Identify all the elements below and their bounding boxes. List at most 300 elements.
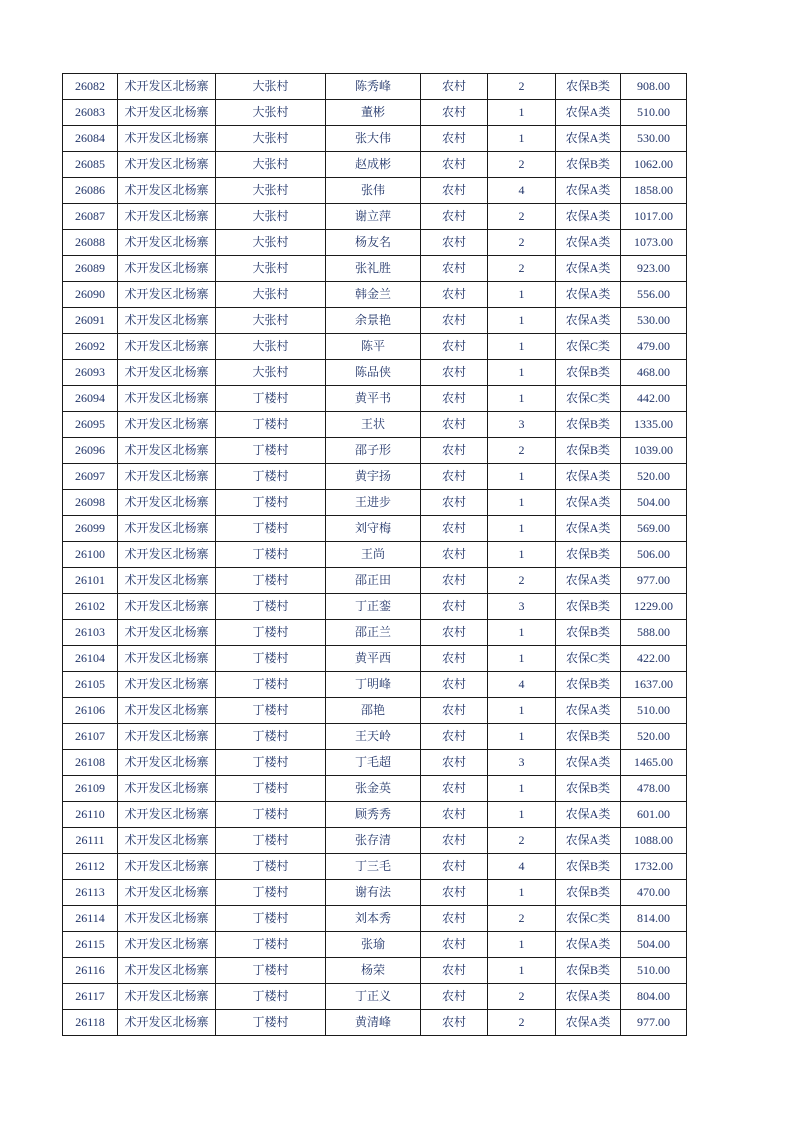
cell-residence: 农村 xyxy=(421,204,488,230)
cell-category: 农保A类 xyxy=(556,1010,621,1036)
table-row xyxy=(63,724,687,750)
cell-category: 农保A类 xyxy=(556,100,621,126)
cell-district: 术开发区北杨寨 xyxy=(118,854,216,880)
cell-residence: 农村 xyxy=(421,646,488,672)
cell-category: 农保A类 xyxy=(556,568,621,594)
cell-district: 术开发区北杨寨 xyxy=(118,334,216,360)
cell-category: 农保B类 xyxy=(556,594,621,620)
cell-id: 26118 xyxy=(63,1010,118,1036)
cell-category: 农保C类 xyxy=(556,906,621,932)
cell-name: 谢立萍 xyxy=(326,204,421,230)
cell-village: 丁楼村 xyxy=(216,854,326,880)
table-row xyxy=(63,620,687,646)
cell-persons: 3 xyxy=(488,412,556,438)
cell-village: 大张村 xyxy=(216,126,326,152)
cell-persons: 1 xyxy=(488,880,556,906)
table-row xyxy=(63,126,687,152)
cell-persons: 1 xyxy=(488,308,556,334)
cell-name: 刘守梅 xyxy=(326,516,421,542)
cell-id: 26092 xyxy=(63,334,118,360)
cell-district: 术开发区北杨寨 xyxy=(118,802,216,828)
cell-village: 大张村 xyxy=(216,178,326,204)
cell-name: 韩金兰 xyxy=(326,282,421,308)
cell-district: 术开发区北杨寨 xyxy=(118,568,216,594)
cell-amount: 478.00 xyxy=(621,776,687,802)
cell-category: 农保A类 xyxy=(556,126,621,152)
cell-name: 王进步 xyxy=(326,490,421,516)
cell-name: 赵成彬 xyxy=(326,152,421,178)
cell-name: 陈秀峰 xyxy=(326,74,421,100)
cell-village: 丁楼村 xyxy=(216,958,326,984)
cell-village: 丁楼村 xyxy=(216,698,326,724)
cell-residence: 农村 xyxy=(421,100,488,126)
cell-name: 顾秀秀 xyxy=(326,802,421,828)
cell-residence: 农村 xyxy=(421,74,488,100)
cell-residence: 农村 xyxy=(421,932,488,958)
cell-persons: 1 xyxy=(488,958,556,984)
cell-id: 26107 xyxy=(63,724,118,750)
table-row xyxy=(63,672,687,698)
cell-persons: 1 xyxy=(488,282,556,308)
cell-residence: 农村 xyxy=(421,984,488,1010)
cell-category: 农保B类 xyxy=(556,958,621,984)
cell-village: 丁楼村 xyxy=(216,802,326,828)
cell-residence: 农村 xyxy=(421,750,488,776)
cell-amount: 506.00 xyxy=(621,542,687,568)
cell-category: 农保B类 xyxy=(556,542,621,568)
cell-category: 农保B类 xyxy=(556,438,621,464)
cell-id: 26100 xyxy=(63,542,118,568)
cell-district: 术开发区北杨寨 xyxy=(118,620,216,646)
cell-district: 术开发区北杨寨 xyxy=(118,204,216,230)
cell-amount: 556.00 xyxy=(621,282,687,308)
table-row xyxy=(63,256,687,282)
cell-residence: 农村 xyxy=(421,230,488,256)
cell-residence: 农村 xyxy=(421,724,488,750)
cell-amount: 1637.00 xyxy=(621,672,687,698)
cell-village: 大张村 xyxy=(216,334,326,360)
table-row xyxy=(63,516,687,542)
cell-residence: 农村 xyxy=(421,256,488,282)
cell-district: 术开发区北杨寨 xyxy=(118,958,216,984)
cell-persons: 1 xyxy=(488,386,556,412)
cell-id: 26099 xyxy=(63,516,118,542)
cell-district: 术开发区北杨寨 xyxy=(118,880,216,906)
cell-id: 26101 xyxy=(63,568,118,594)
cell-amount: 520.00 xyxy=(621,464,687,490)
cell-persons: 2 xyxy=(488,74,556,100)
cell-name: 谢有法 xyxy=(326,880,421,906)
cell-residence: 农村 xyxy=(421,854,488,880)
cell-name: 张伟 xyxy=(326,178,421,204)
cell-name: 王状 xyxy=(326,412,421,438)
cell-village: 丁楼村 xyxy=(216,568,326,594)
cell-id: 26112 xyxy=(63,854,118,880)
cell-name: 丁正銮 xyxy=(326,594,421,620)
cell-amount: 504.00 xyxy=(621,932,687,958)
table-row xyxy=(63,854,687,880)
cell-amount: 977.00 xyxy=(621,568,687,594)
cell-name: 张瑜 xyxy=(326,932,421,958)
cell-persons: 1 xyxy=(488,932,556,958)
cell-name: 王天岭 xyxy=(326,724,421,750)
cell-residence: 农村 xyxy=(421,906,488,932)
table-row xyxy=(63,568,687,594)
cell-persons: 1 xyxy=(488,334,556,360)
cell-id: 26090 xyxy=(63,282,118,308)
cell-category: 农保B类 xyxy=(556,672,621,698)
cell-persons: 1 xyxy=(488,620,556,646)
table-row xyxy=(63,152,687,178)
table-row xyxy=(63,178,687,204)
cell-residence: 农村 xyxy=(421,412,488,438)
cell-id: 26104 xyxy=(63,646,118,672)
cell-village: 大张村 xyxy=(216,308,326,334)
cell-village: 大张村 xyxy=(216,100,326,126)
cell-residence: 农村 xyxy=(421,308,488,334)
cell-residence: 农村 xyxy=(421,464,488,490)
cell-persons: 1 xyxy=(488,126,556,152)
cell-village: 丁楼村 xyxy=(216,620,326,646)
table-row xyxy=(63,438,687,464)
cell-id: 26087 xyxy=(63,204,118,230)
cell-village: 丁楼村 xyxy=(216,490,326,516)
table-row xyxy=(63,282,687,308)
cell-persons: 1 xyxy=(488,100,556,126)
cell-category: 农保B类 xyxy=(556,620,621,646)
cell-id: 26093 xyxy=(63,360,118,386)
cell-amount: 804.00 xyxy=(621,984,687,1010)
cell-village: 大张村 xyxy=(216,74,326,100)
cell-district: 术开发区北杨寨 xyxy=(118,256,216,282)
cell-name: 黄宇扬 xyxy=(326,464,421,490)
cell-district: 术开发区北杨寨 xyxy=(118,490,216,516)
cell-id: 26106 xyxy=(63,698,118,724)
cell-amount: 923.00 xyxy=(621,256,687,282)
cell-persons: 3 xyxy=(488,594,556,620)
cell-persons: 2 xyxy=(488,1010,556,1036)
cell-amount: 814.00 xyxy=(621,906,687,932)
cell-id: 26091 xyxy=(63,308,118,334)
cell-amount: 442.00 xyxy=(621,386,687,412)
cell-district: 术开发区北杨寨 xyxy=(118,282,216,308)
table-row xyxy=(63,412,687,438)
cell-residence: 农村 xyxy=(421,620,488,646)
cell-amount: 1465.00 xyxy=(621,750,687,776)
cell-village: 丁楼村 xyxy=(216,412,326,438)
cell-id: 26098 xyxy=(63,490,118,516)
cell-persons: 2 xyxy=(488,204,556,230)
cell-name: 张金英 xyxy=(326,776,421,802)
cell-village: 丁楼村 xyxy=(216,1010,326,1036)
cell-district: 术开发区北杨寨 xyxy=(118,74,216,100)
cell-persons: 1 xyxy=(488,646,556,672)
cell-id: 26113 xyxy=(63,880,118,906)
cell-persons: 1 xyxy=(488,802,556,828)
cell-name: 丁明峰 xyxy=(326,672,421,698)
cell-category: 农保B类 xyxy=(556,854,621,880)
cell-category: 农保B类 xyxy=(556,724,621,750)
cell-residence: 农村 xyxy=(421,516,488,542)
cell-village: 大张村 xyxy=(216,360,326,386)
cell-amount: 1229.00 xyxy=(621,594,687,620)
cell-amount: 520.00 xyxy=(621,724,687,750)
cell-village: 丁楼村 xyxy=(216,984,326,1010)
cell-village: 丁楼村 xyxy=(216,672,326,698)
cell-id: 26084 xyxy=(63,126,118,152)
cell-name: 刘本秀 xyxy=(326,906,421,932)
cell-residence: 农村 xyxy=(421,542,488,568)
cell-name: 王尚 xyxy=(326,542,421,568)
cell-category: 农保A类 xyxy=(556,464,621,490)
cell-persons: 4 xyxy=(488,672,556,698)
cell-district: 术开发区北杨寨 xyxy=(118,464,216,490)
cell-category: 农保A类 xyxy=(556,802,621,828)
cell-name: 黄平西 xyxy=(326,646,421,672)
cell-village: 丁楼村 xyxy=(216,724,326,750)
cell-amount: 1335.00 xyxy=(621,412,687,438)
cell-name: 余景艳 xyxy=(326,308,421,334)
cell-id: 26110 xyxy=(63,802,118,828)
cell-category: 农保A类 xyxy=(556,308,621,334)
cell-district: 术开发区北杨寨 xyxy=(118,932,216,958)
cell-id: 26095 xyxy=(63,412,118,438)
cell-residence: 农村 xyxy=(421,386,488,412)
cell-name: 邵正兰 xyxy=(326,620,421,646)
cell-residence: 农村 xyxy=(421,958,488,984)
cell-category: 农保A类 xyxy=(556,230,621,256)
cell-persons: 4 xyxy=(488,854,556,880)
benefits-table xyxy=(62,73,687,1036)
cell-village: 大张村 xyxy=(216,256,326,282)
cell-village: 大张村 xyxy=(216,152,326,178)
cell-id: 26083 xyxy=(63,100,118,126)
cell-category: 农保A类 xyxy=(556,932,621,958)
cell-id: 26082 xyxy=(63,74,118,100)
cell-persons: 2 xyxy=(488,230,556,256)
cell-village: 大张村 xyxy=(216,282,326,308)
cell-amount: 470.00 xyxy=(621,880,687,906)
cell-name: 张礼胜 xyxy=(326,256,421,282)
cell-category: 农保B类 xyxy=(556,74,621,100)
cell-category: 农保B类 xyxy=(556,880,621,906)
cell-village: 丁楼村 xyxy=(216,438,326,464)
cell-category: 农保A类 xyxy=(556,178,621,204)
table-row xyxy=(63,100,687,126)
cell-residence: 农村 xyxy=(421,178,488,204)
cell-residence: 农村 xyxy=(421,282,488,308)
cell-residence: 农村 xyxy=(421,490,488,516)
cell-district: 术开发区北杨寨 xyxy=(118,412,216,438)
cell-residence: 农村 xyxy=(421,776,488,802)
cell-amount: 510.00 xyxy=(621,698,687,724)
cell-name: 邵正田 xyxy=(326,568,421,594)
cell-name: 张大伟 xyxy=(326,126,421,152)
cell-village: 丁楼村 xyxy=(216,646,326,672)
cell-amount: 588.00 xyxy=(621,620,687,646)
cell-name: 陈品侠 xyxy=(326,360,421,386)
table-row xyxy=(63,386,687,412)
table-row xyxy=(63,776,687,802)
cell-persons: 1 xyxy=(488,542,556,568)
cell-category: 农保A类 xyxy=(556,828,621,854)
cell-persons: 3 xyxy=(488,750,556,776)
cell-amount: 1073.00 xyxy=(621,230,687,256)
cell-persons: 1 xyxy=(488,464,556,490)
cell-district: 术开发区北杨寨 xyxy=(118,724,216,750)
cell-category: 农保C类 xyxy=(556,646,621,672)
cell-amount: 1062.00 xyxy=(621,152,687,178)
cell-id: 26097 xyxy=(63,464,118,490)
table-row xyxy=(63,308,687,334)
cell-district: 术开发区北杨寨 xyxy=(118,1010,216,1036)
cell-category: 农保A类 xyxy=(556,256,621,282)
cell-category: 农保A类 xyxy=(556,516,621,542)
cell-district: 术开发区北杨寨 xyxy=(118,984,216,1010)
cell-village: 丁楼村 xyxy=(216,594,326,620)
cell-residence: 农村 xyxy=(421,672,488,698)
cell-id: 26111 xyxy=(63,828,118,854)
cell-amount: 510.00 xyxy=(621,100,687,126)
cell-village: 丁楼村 xyxy=(216,542,326,568)
cell-amount: 530.00 xyxy=(621,126,687,152)
table-row xyxy=(63,74,687,100)
cell-category: 农保B类 xyxy=(556,776,621,802)
cell-name: 杨荣 xyxy=(326,958,421,984)
table-row xyxy=(63,932,687,958)
cell-district: 术开发区北杨寨 xyxy=(118,750,216,776)
cell-id: 26103 xyxy=(63,620,118,646)
cell-village: 大张村 xyxy=(216,204,326,230)
cell-amount: 977.00 xyxy=(621,1010,687,1036)
cell-residence: 农村 xyxy=(421,126,488,152)
cell-amount: 1039.00 xyxy=(621,438,687,464)
cell-id: 26102 xyxy=(63,594,118,620)
cell-name: 董彬 xyxy=(326,100,421,126)
cell-district: 术开发区北杨寨 xyxy=(118,516,216,542)
cell-id: 26115 xyxy=(63,932,118,958)
cell-amount: 569.00 xyxy=(621,516,687,542)
cell-district: 术开发区北杨寨 xyxy=(118,828,216,854)
cell-persons: 2 xyxy=(488,152,556,178)
cell-persons: 1 xyxy=(488,776,556,802)
cell-persons: 2 xyxy=(488,906,556,932)
cell-village: 丁楼村 xyxy=(216,750,326,776)
cell-amount: 422.00 xyxy=(621,646,687,672)
cell-amount: 510.00 xyxy=(621,958,687,984)
table-row xyxy=(63,464,687,490)
table-row xyxy=(63,360,687,386)
cell-id: 26088 xyxy=(63,230,118,256)
cell-persons: 2 xyxy=(488,438,556,464)
cell-district: 术开发区北杨寨 xyxy=(118,438,216,464)
cell-id: 26116 xyxy=(63,958,118,984)
cell-id: 26086 xyxy=(63,178,118,204)
cell-persons: 1 xyxy=(488,698,556,724)
cell-id: 26109 xyxy=(63,776,118,802)
cell-id: 26094 xyxy=(63,386,118,412)
cell-district: 术开发区北杨寨 xyxy=(118,360,216,386)
cell-district: 术开发区北杨寨 xyxy=(118,100,216,126)
table-row xyxy=(63,880,687,906)
cell-amount: 1017.00 xyxy=(621,204,687,230)
cell-name: 陈平 xyxy=(326,334,421,360)
cell-residence: 农村 xyxy=(421,152,488,178)
cell-id: 26108 xyxy=(63,750,118,776)
table-row xyxy=(63,750,687,776)
cell-category: 农保C类 xyxy=(556,334,621,360)
cell-district: 术开发区北杨寨 xyxy=(118,542,216,568)
cell-residence: 农村 xyxy=(421,828,488,854)
cell-residence: 农村 xyxy=(421,360,488,386)
cell-district: 术开发区北杨寨 xyxy=(118,594,216,620)
cell-district: 术开发区北杨寨 xyxy=(118,386,216,412)
table-row xyxy=(63,958,687,984)
cell-district: 术开发区北杨寨 xyxy=(118,152,216,178)
table-row xyxy=(63,1010,687,1036)
cell-district: 术开发区北杨寨 xyxy=(118,698,216,724)
cell-name: 黄清峰 xyxy=(326,1010,421,1036)
cell-name: 黄平书 xyxy=(326,386,421,412)
cell-category: 农保A类 xyxy=(556,204,621,230)
table-row xyxy=(63,698,687,724)
table-row xyxy=(63,204,687,230)
cell-amount: 1088.00 xyxy=(621,828,687,854)
cell-name: 丁三毛 xyxy=(326,854,421,880)
cell-village: 丁楼村 xyxy=(216,828,326,854)
cell-amount: 1858.00 xyxy=(621,178,687,204)
table-row xyxy=(63,490,687,516)
cell-district: 术开发区北杨寨 xyxy=(118,776,216,802)
cell-persons: 1 xyxy=(488,360,556,386)
cell-amount: 468.00 xyxy=(621,360,687,386)
cell-persons: 2 xyxy=(488,568,556,594)
cell-residence: 农村 xyxy=(421,334,488,360)
cell-category: 农保B类 xyxy=(556,412,621,438)
cell-district: 术开发区北杨寨 xyxy=(118,646,216,672)
cell-district: 术开发区北杨寨 xyxy=(118,672,216,698)
cell-district: 术开发区北杨寨 xyxy=(118,308,216,334)
cell-category: 农保A类 xyxy=(556,282,621,308)
cell-residence: 农村 xyxy=(421,802,488,828)
cell-persons: 2 xyxy=(488,828,556,854)
table-row xyxy=(63,334,687,360)
cell-residence: 农村 xyxy=(421,880,488,906)
cell-residence: 农村 xyxy=(421,594,488,620)
cell-id: 26089 xyxy=(63,256,118,282)
cell-village: 丁楼村 xyxy=(216,386,326,412)
cell-residence: 农村 xyxy=(421,698,488,724)
cell-name: 邵子形 xyxy=(326,438,421,464)
cell-name: 张存清 xyxy=(326,828,421,854)
cell-category: 农保B类 xyxy=(556,360,621,386)
cell-village: 丁楼村 xyxy=(216,906,326,932)
cell-village: 大张村 xyxy=(216,230,326,256)
cell-persons: 4 xyxy=(488,178,556,204)
cell-persons: 1 xyxy=(488,724,556,750)
cell-name: 丁正义 xyxy=(326,984,421,1010)
table-row xyxy=(63,230,687,256)
table-body xyxy=(63,74,687,1036)
cell-district: 术开发区北杨寨 xyxy=(118,906,216,932)
cell-amount: 530.00 xyxy=(621,308,687,334)
table-row xyxy=(63,594,687,620)
cell-amount: 601.00 xyxy=(621,802,687,828)
cell-name: 杨友名 xyxy=(326,230,421,256)
cell-amount: 479.00 xyxy=(621,334,687,360)
cell-district: 术开发区北杨寨 xyxy=(118,126,216,152)
cell-village: 丁楼村 xyxy=(216,932,326,958)
